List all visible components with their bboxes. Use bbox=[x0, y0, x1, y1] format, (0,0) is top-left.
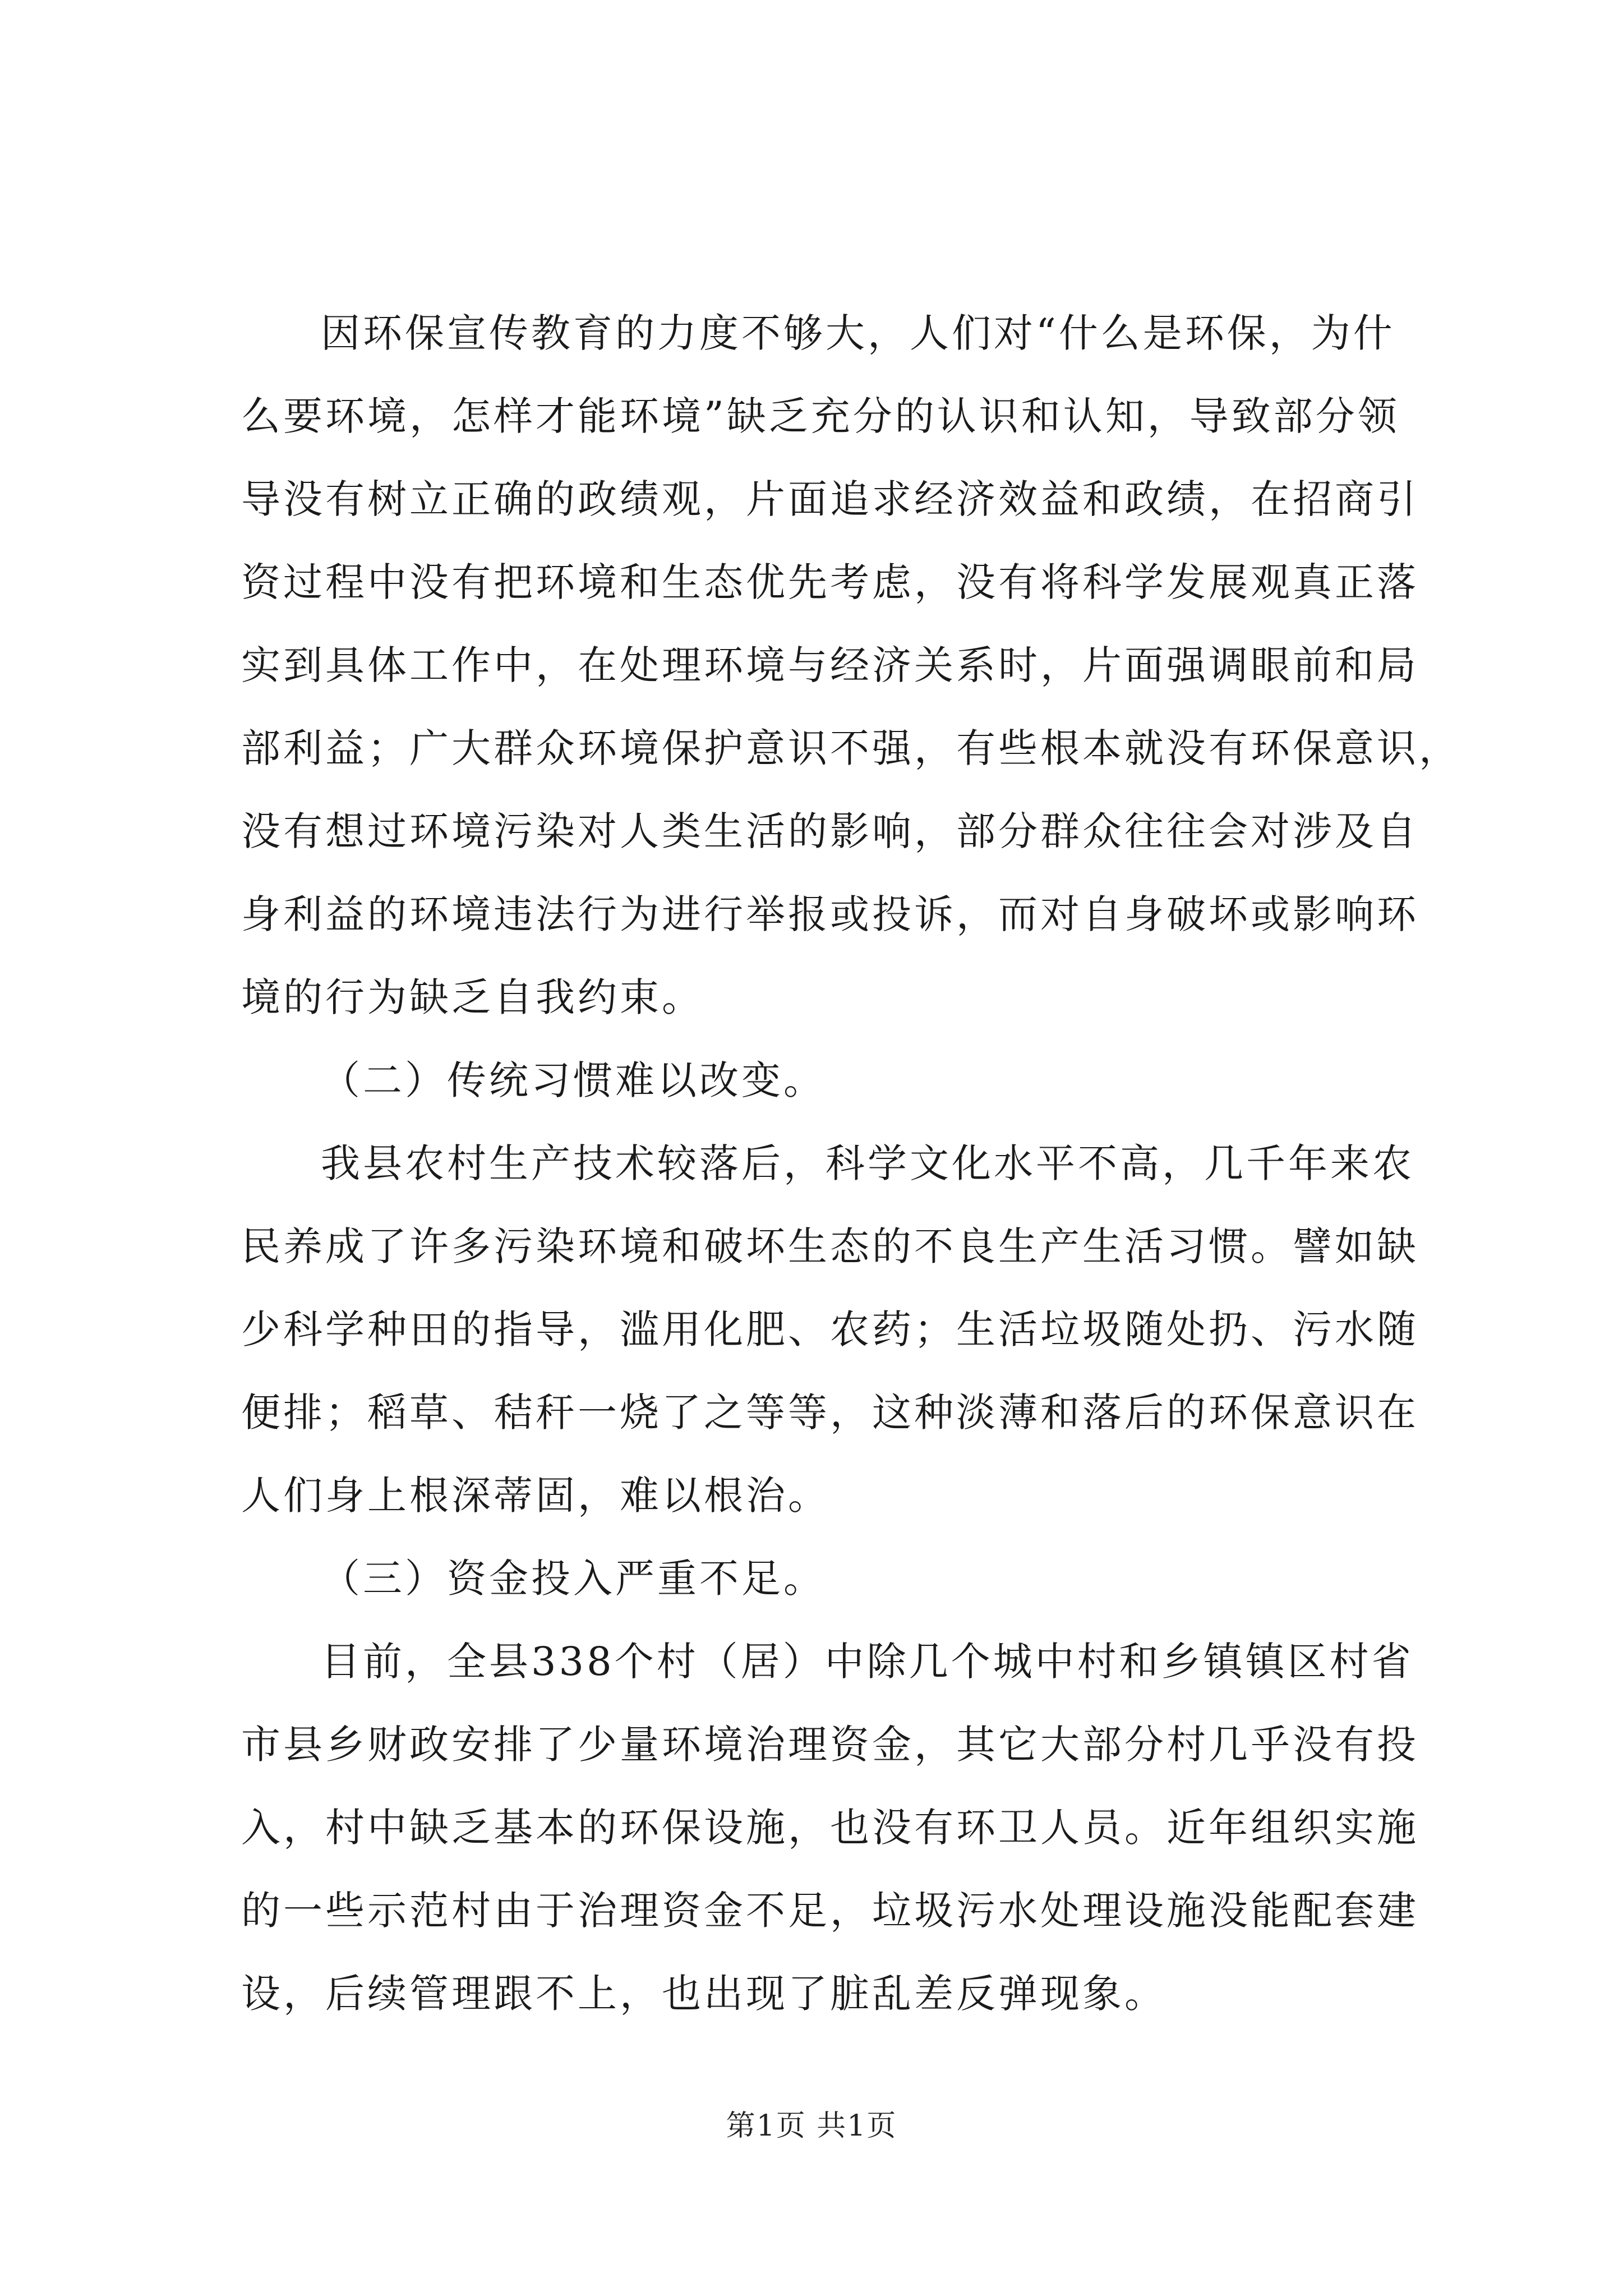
paragraph-2-line-1: 我县农村生产技术较落后，科学文化水平不高，几千年来农 bbox=[321, 1140, 1414, 1186]
section-heading-3: （三）资金投入严重不足。 bbox=[321, 1556, 826, 1602]
paragraph-1-line-8: 身利益的环境违法行为进行举报或投诉，而对自身破坏或影响环 bbox=[241, 891, 1419, 937]
paragraph-2-line-4: 便排；稻草、秸秆一烧了之等等，这种淡薄和落后的环保意识在 bbox=[241, 1389, 1419, 1435]
paragraph-1-line-2: 么要环境，怎样才能环境”缺乏充分的认识和认知，导致部分领 bbox=[241, 393, 1400, 439]
paragraph-1-line-9: 境的行为缺乏自我约束。 bbox=[241, 974, 704, 1020]
paragraph-1-line-4: 资过程中没有把环境和生态优先考虑，没有将科学发展观真正落 bbox=[241, 559, 1419, 605]
paragraph-1-line-6: 部利益；广大群众环境保护意识不强，有些根本就没有环保意识， bbox=[241, 725, 1461, 771]
page-number-footer: 第1页 共1页 bbox=[726, 2109, 897, 2143]
paragraph-3-line-3: 入，村中缺乏基本的环保设施，也没有环卫人员。近年组织实施 bbox=[241, 1805, 1419, 1851]
paragraph-1-line-7: 没有想过环境污染对人类生活的影响，部分群众往往会对涉及自 bbox=[241, 808, 1419, 854]
paragraph-3-line-5: 设，后续管理跟不上，也出现了脏乱差反弹现象。 bbox=[241, 1971, 1166, 2017]
paragraph-3-line-2: 市县乡财政安排了少量环境治理资金，其它大部分村几乎没有投 bbox=[241, 1722, 1419, 1768]
document-body bbox=[241, 292, 1461, 2035]
paragraph-2-line-5: 人们身上根深蒂固，难以根治。 bbox=[241, 1473, 830, 1519]
paragraph-1-line-3: 导没有树立正确的政绩观，片面追求经济效益和政绩，在招商引 bbox=[241, 476, 1419, 522]
paragraph-2-line-3: 少科学种田的指导，滥用化肥、农药；生活垃圾随处扔、污水随 bbox=[241, 1306, 1419, 1352]
paragraph-2-line-2: 民养成了许多污染环境和破坏生态的不良生产生活习惯。譬如缺 bbox=[241, 1223, 1419, 1269]
section-heading-2: （二）传统习惯难以改变。 bbox=[321, 1057, 826, 1103]
paragraph-1-line-5: 实到具体工作中，在处理环境与经济关系时，片面强调眼前和局 bbox=[241, 642, 1419, 688]
paragraph-3-line-4: 的一些示范村由于治理资金不足，垃圾污水处理设施没能配套建 bbox=[241, 1888, 1419, 1934]
paragraph-1-line-1: 因环保宣传教育的力度不够大，人们对“什么是环保，为什 bbox=[321, 310, 1395, 356]
paragraph-3-line-1: 目前，全县338个村（居）中除几个城中村和乡镇镇区村省 bbox=[321, 1639, 1414, 1685]
